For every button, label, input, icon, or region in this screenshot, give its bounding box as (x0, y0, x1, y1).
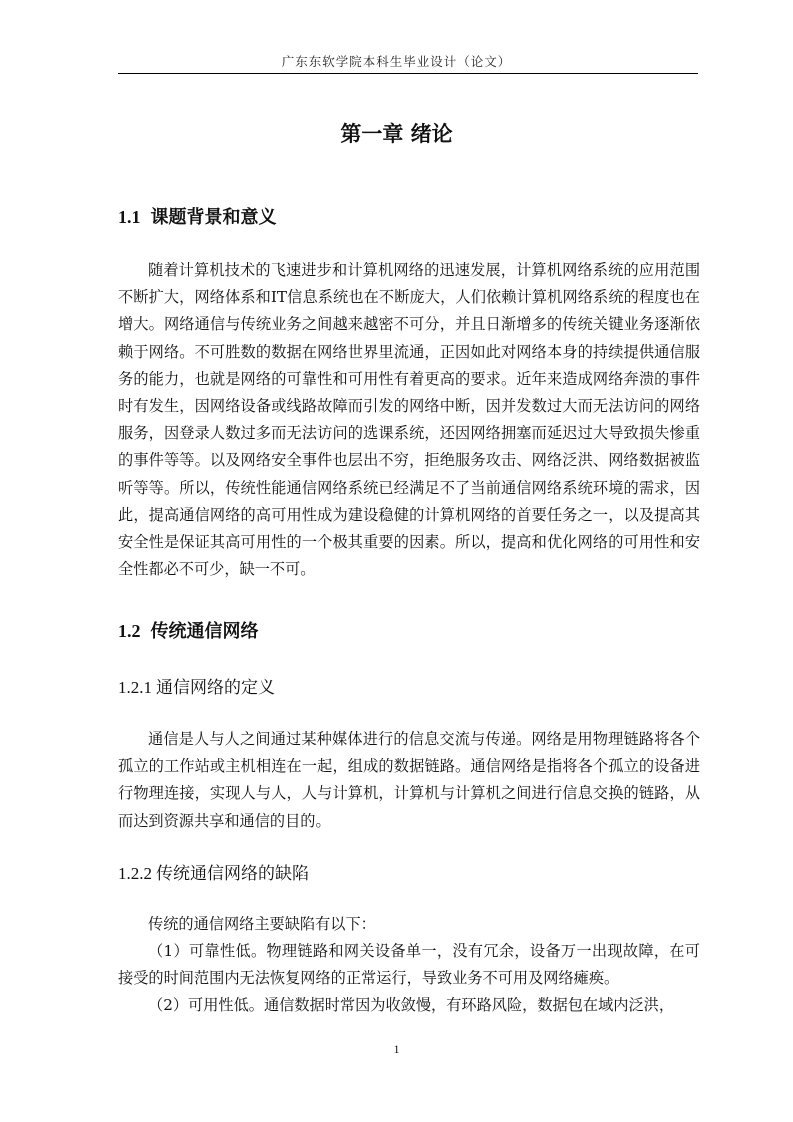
section-heading-1-1 (118, 203, 277, 229)
subsection-number: 1.2.1 (118, 678, 152, 697)
page-number: 1 (393, 1042, 400, 1056)
header-rule (118, 73, 698, 74)
section-1-1-paragraph: 随着计算机技术的飞速进步和计算机网络的迅速发展，计算机网络系统的应用范围不断扩大，网络体系和IT信息系统也在不断庞大，人们依赖计算机网络系统的程度也在增大。网络通信与传统业务之间越来越密不可分，并且日渐增多的传统关键业务逐渐依赖于网络。不可胜数的数据在网络世界里流通，正因如此对网络本身的持续提供通信服务的能力，也就是网络的可靠性和可用性有着更高的要求。近年来造成网络奔溃的事件时有发生，因网络设备或线路故障而引发的网络中断，因并发数过大而无法访问的网络服务，因登录人数过多而无法访问的选课系统，还因网络拥塞而延迟过大导致损失惨重的事件等等。以及网络安全事件也层出不穷，拒绝服务攻击、网络泛洪、网络数据被监听等等。所以，传统性能通信网络系统已经满足不了当前通信网络系统环境的需求，因此，提高通信网络的高可用性成为建设稳健的计算机网络的首要任务之一，以及提高其安全性是保证其高可用性的一个极其重要的因素。所以，提高和优化网络的可用性和安全性都必不可少，缺一不可。 (118, 261, 700, 579)
defect-item-2: （2）可用性低。通信数据时常因为收敛慢，有环路风险，数据包在域内泛洪， (148, 996, 675, 1014)
subsection-heading-1-2-2 (118, 859, 309, 884)
chapter-title: 第一章 绪论 (340, 122, 453, 146)
subsection-heading-1-2-1 (118, 673, 275, 698)
subsection-title: 传统通信网络的缺陷 (156, 864, 309, 884)
defect-item-1: （1）可靠性低。物理链路和网关设备单一，没有冗余，设备万一出现故障，在可接受的时间范围内无法恢复网络的正常运行，导致业务不可用及网络瘫痪。 (118, 942, 700, 988)
section-number: 1.1 (118, 207, 141, 227)
section-1-2-2-intro: 传统的通信网络主要缺陷有以下： (148, 915, 376, 933)
section-title: 课题背景和意义 (150, 207, 277, 228)
section-number: 1.2 (118, 621, 141, 641)
section-heading-1-2 (118, 617, 259, 643)
page-header-title: 广东东软学院本科生毕业设计（论文） (281, 54, 512, 69)
subsection-title: 通信网络的定义 (156, 678, 275, 698)
section-1-2-1-paragraph: 通信是人与人之间通过某种媒体进行的信息交流与传递。网络是用物理链路将各个孤立的工作站或主机相连在一起，组成的数据链路。通信网络是指将各个孤立的设备进行物理连接，实现人与人，人与计算机，计算机与计算机之间进行信息交换的链路，从而达到资源共享和通信的目的。 (118, 730, 700, 830)
subsection-number: 1.2.2 (118, 864, 152, 883)
section-title: 传统通信网络 (150, 621, 259, 642)
